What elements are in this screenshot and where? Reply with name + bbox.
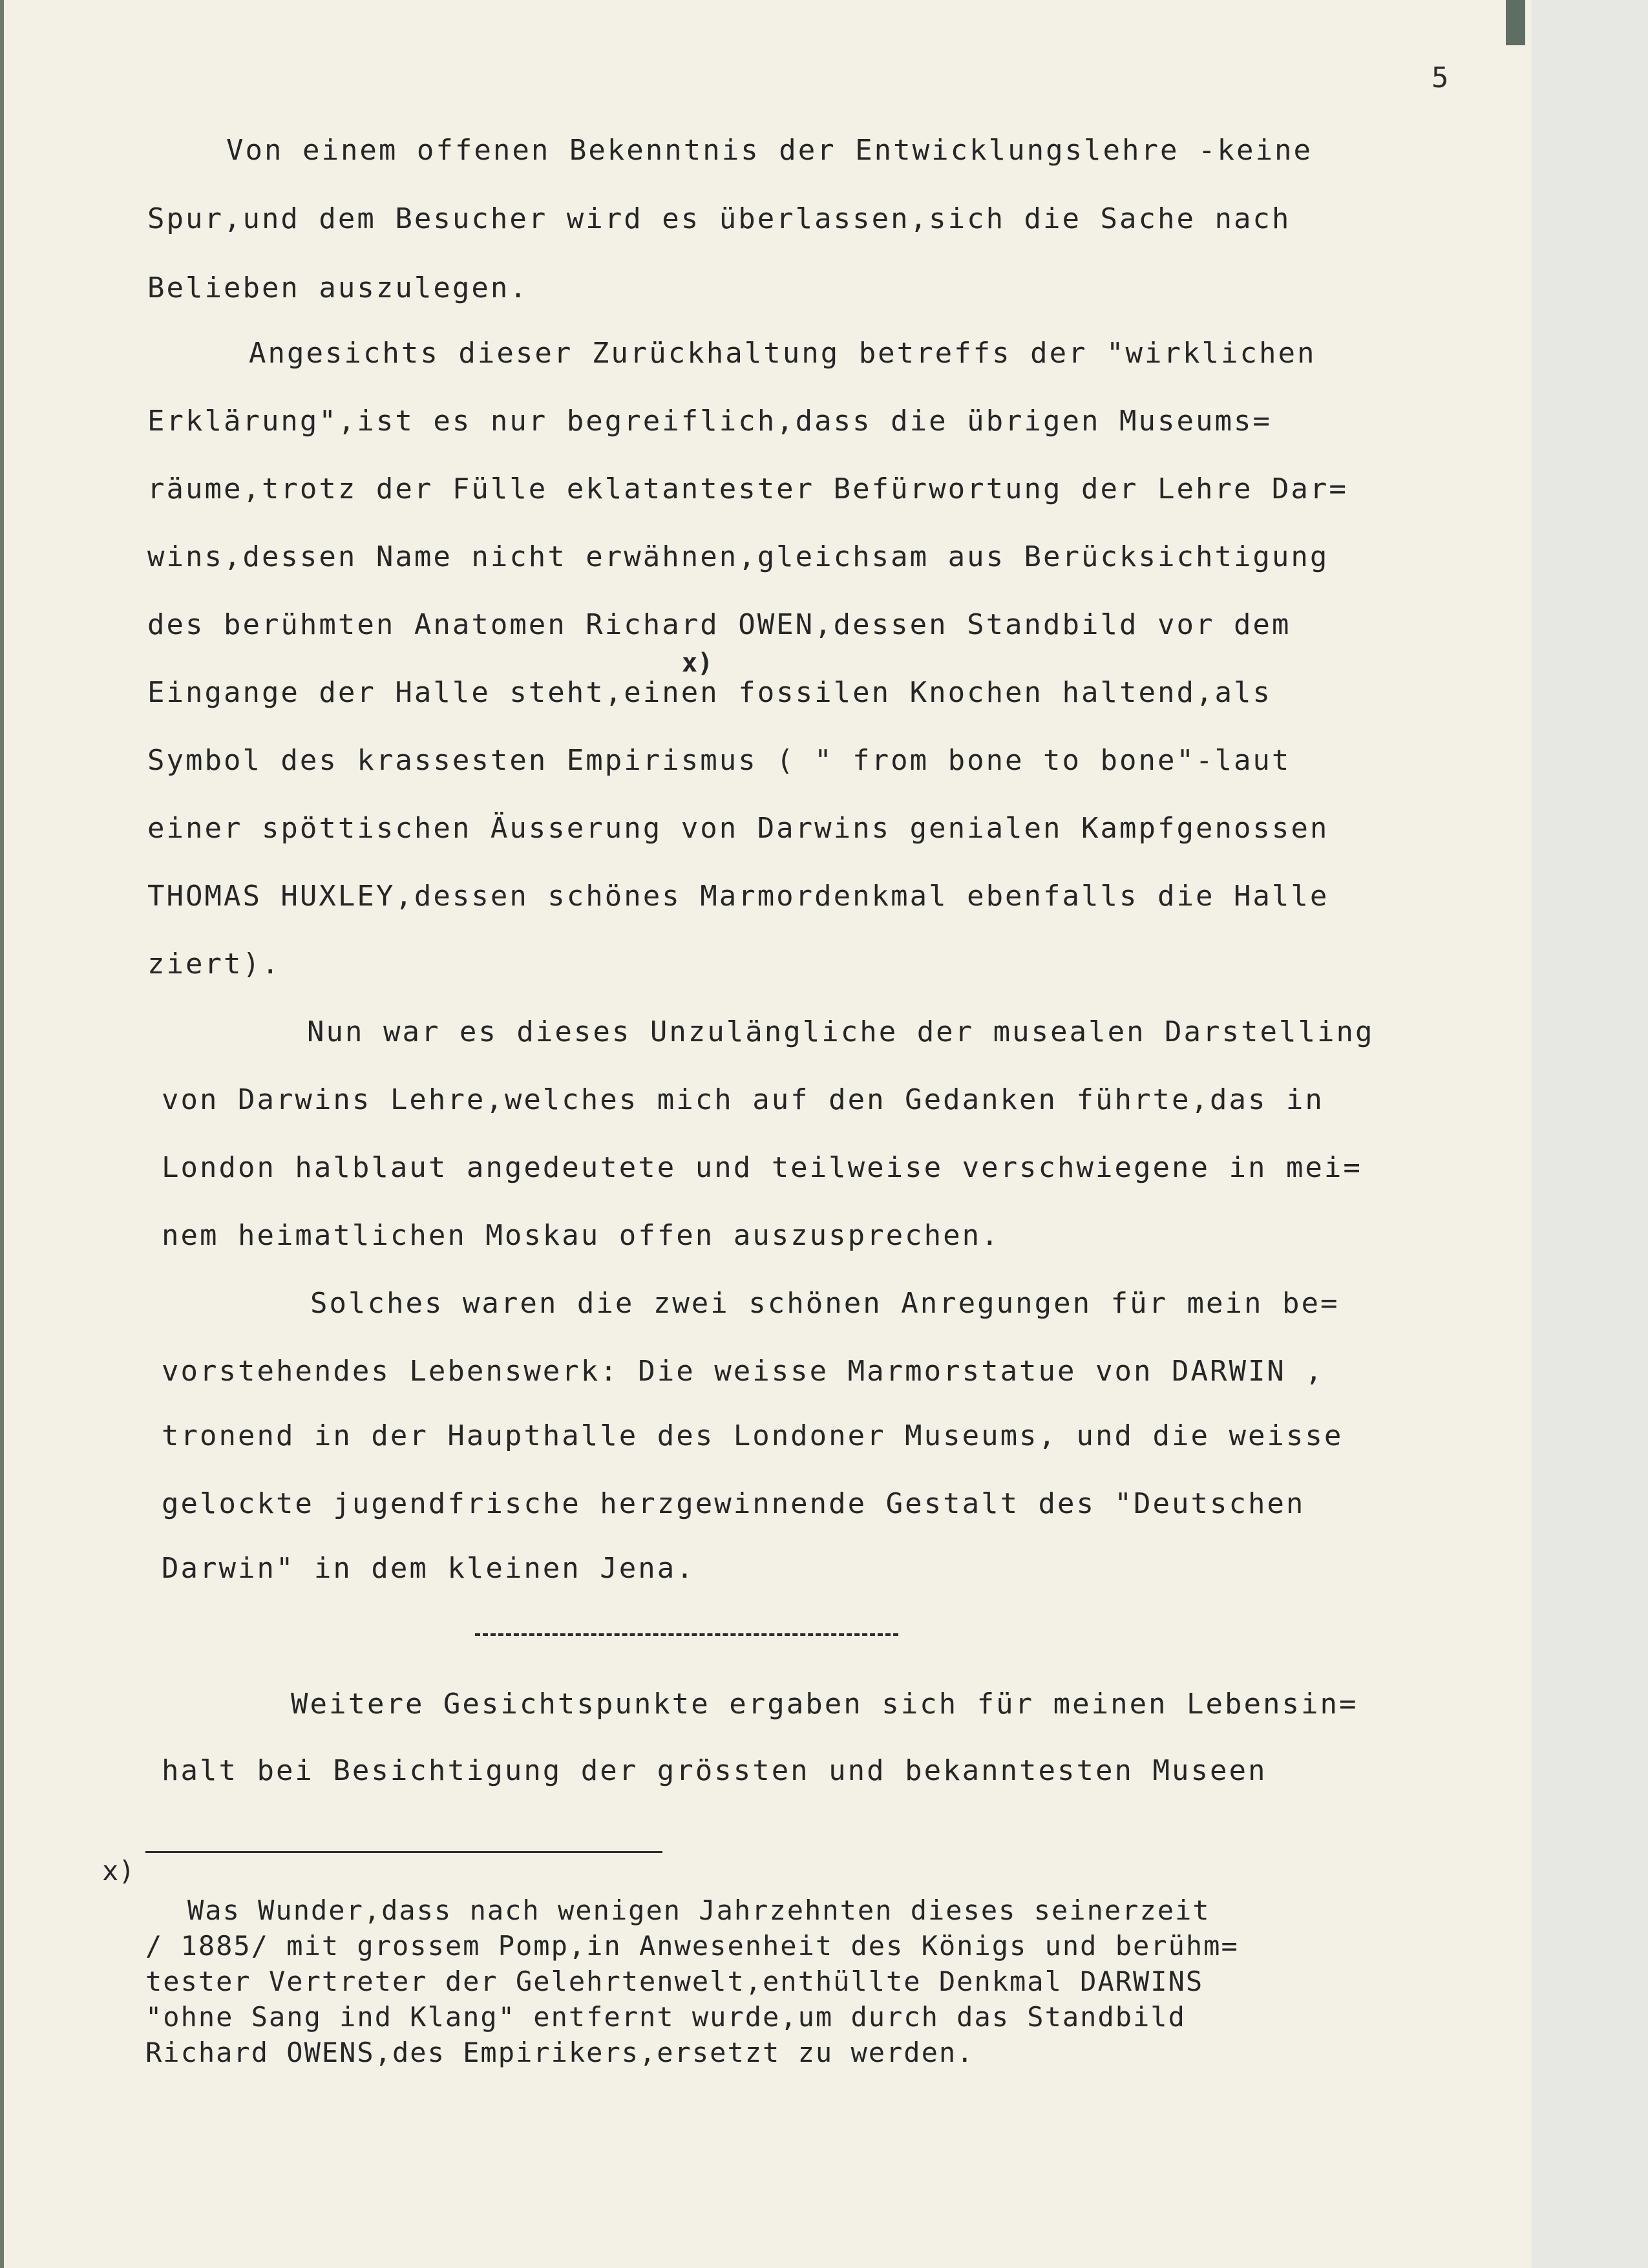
footnote-line-2: / 1885/ mit grossem Pomp,in Anwesenheit des Königs und berühm= [145, 1930, 1239, 1962]
background-strip [1532, 0, 1648, 2268]
text-line-18: Solches waren die zwei schönen Anregungen für mein be= [310, 1287, 1340, 1320]
text-line-6: räume,trotz der Fülle eklatantester Befürwortung der Lehre Dar= [147, 472, 1348, 505]
page-number: 5 [1431, 61, 1449, 94]
footnote-line-3: tester Vertreter der Gelehrtenwelt,enthüllte Denkmal DARWINS [145, 1966, 1204, 1997]
text-line-2: Spur,und dem Besucher wird es überlassen,sich die Sache nach [147, 202, 1291, 235]
text-line-19: vorstehendes Lebenswerk: Die weisse Marmorstatue von DARWIN , [162, 1355, 1324, 1388]
footnote-line-1: Was Wunder,dass nach wenigen Jahrzehnten dieses seinerzeit [187, 1894, 1210, 1926]
text-line-9: Eingange der Halle steht,einen fossilen Knochen haltend,als [147, 676, 1272, 709]
page-left-edge [0, 0, 4, 2268]
text-line-22: Darwin" in dem kleinen Jena. [162, 1552, 695, 1585]
text-line-21: gelockte jugendfrische herzgewinnende Gestalt des "Deutschen [162, 1487, 1305, 1520]
text-line-8: des berühmten Anatomen Richard OWEN,dessen Standbild vor dem [147, 608, 1291, 641]
text-line-14: Nun war es dieses Unzulängliche der musealen Darstelling [307, 1015, 1375, 1048]
text-line-20: tronend in der Haupthalle des Londoner Museums, und die weisse [162, 1419, 1344, 1452]
text-line-3: Belieben auszulegen. [147, 271, 529, 304]
footnote-marker: x) [102, 1855, 135, 1887]
text-line-24: halt bei Besichtigung der grössten und bekanntesten Museen [162, 1754, 1267, 1787]
text-line-15: von Darwins Lehre,welches mich auf den Gedanken führte,das in [162, 1083, 1324, 1116]
text-line-11: einer spöttischen Äusserung von Darwins genialen Kampfgenossen [147, 812, 1329, 845]
footnote-line-5: Richard OWENS,des Empirikers,ersetzt zu werden. [145, 2037, 975, 2068]
text-line-13: ziert). [147, 948, 281, 980]
section-separator [475, 1633, 898, 1636]
footnote-line-4: "ohne Sang ind Klang" entfernt wurde,um durch das Standbild [145, 2001, 1186, 2033]
text-line-10: Symbol des krassesten Empirismus ( " from bone to bone"-laut [147, 744, 1291, 777]
text-line-5: Erklärung",ist es nur begreiflich,dass die übrigen Museums= [147, 405, 1272, 438]
text-line-12: THOMAS HUXLEY,dessen schönes Marmordenkmal ebenfalls die Halle [147, 880, 1329, 913]
footnote-rule [145, 1851, 662, 1853]
page-edge-mark [1506, 0, 1525, 45]
text-line-16: London halblaut angedeutete und teilweise verschwiegene in mei= [162, 1151, 1362, 1184]
text-line-17: nem heimatlichen Moskau offen auszusprechen. [162, 1219, 1000, 1252]
text-line-1: Von einem offenen Bekenntnis der Entwicklungslehre -keine [226, 134, 1313, 167]
footnote-reference-mark: x) [682, 648, 713, 678]
text-line-4: Angesichts dieser Zurückhaltung betreffs der "wirklichen [249, 337, 1316, 370]
text-line-7: wins,dessen Name nicht erwähnen,gleichsam aus Berücksichtigung [147, 540, 1329, 573]
text-line-23: Weitere Gesichtspunkte ergaben sich für meinen Lebensin= [291, 1688, 1358, 1721]
